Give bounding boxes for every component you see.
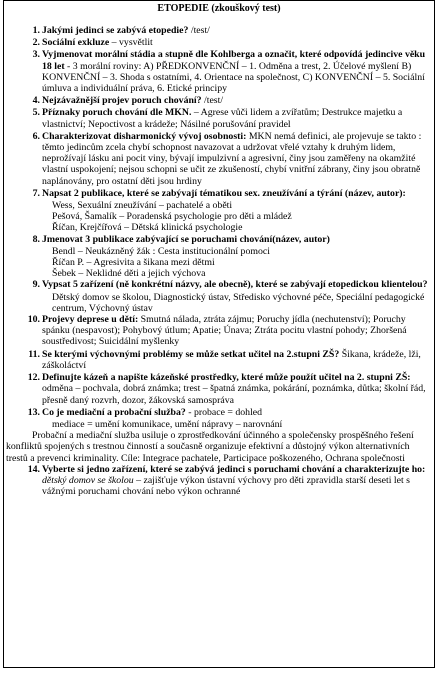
- question-number: 12.: [27, 372, 40, 384]
- question-list: [6, 25, 428, 498]
- answer-text: - probace = dohled: [185, 406, 263, 418]
- question-number: 13.: [27, 406, 40, 418]
- answer-paragraph: Probační a mediační služba usiluje o zprostředkování účinného a společensky prospěšného řešení konfliktů spojených s trestnou činností a současně organizuje efektivní a důstojný výkon alternativních trestů a prevenci kriminality. Cíle: Integrace pachatele, Participace poškozeného, Ochrana společnosti: [6, 430, 414, 464]
- question-text: Vyjmenovat morální stádia a stupně dle Kohlberga a označit, které odpovídá jedincive věku 18 let: [42, 49, 426, 72]
- question-item: [14, 37, 428, 48]
- answer-text: – Agrese vůči lidem a zvířatům; Destrukce majetku a vlastnictví; Nepoctivost a krádeže; Násilné porušování pravidel: [42, 107, 403, 130]
- answer-line: Pešová, Šamalík – Poradenská psychologie pro děti a mládež: [52, 211, 292, 223]
- answer-text: /test/: [201, 95, 224, 107]
- question-text: Napsat 2 publikace, které se zabývají tématikou sex. zneužívání a týrání (název, autor):: [42, 187, 406, 199]
- question-text: Jmenovat 3 publikace zabývající se poruchami chování(název, autor): [42, 233, 330, 245]
- question-number: 1.: [32, 25, 40, 36]
- question-item: [14, 188, 428, 199]
- question-text: Definujte kázeň a napište kázeňské prostředky, které může použít učitel na 2. stupni ZŠ:: [42, 372, 411, 384]
- answer-text: Smutná nálada, ztráta zájmu; Poruchy jídla (nechutenství); Poruchy spánku (nespavost); Pohybový útlum; Apatie; Únava; Ztráta pocitu vlastní pohody; Zhoršená soustředivost; Suicidální myšlenky: [42, 314, 407, 348]
- question-item: [14, 407, 428, 418]
- question-item: [14, 464, 428, 498]
- answer-text: - 3 morální roviny: A) PŘEDKONVENČNÍ – 1. Odměna a trest, 2. Účelové myšlení B) KONVENČNÍ – 3. Shoda s ostatními, 4. Orientace na společnost, C) KONVENČNÍ – 5. Sociální úmluva a individuální práva, 6. Etické principy: [42, 60, 425, 95]
- answer-line: Bendl – Neukázněný žák : Cesta institucionální pomoci: [52, 245, 270, 257]
- question-item: [14, 107, 428, 129]
- question-item: [14, 314, 428, 348]
- question-number: 2.: [32, 37, 40, 49]
- answer-text: Šikana, krádeže, lži, záškoláctví: [42, 348, 421, 371]
- question-number: 7.: [32, 187, 40, 199]
- answer-text: – zajišťuje výkon ústavní výchovy pro děti zpravidla starší deseti let s vážnými poruchami chování nebo výkon ochranné: [42, 474, 410, 498]
- answer-line: Wess, Sexuální zneužívání – pachatelé a oběti: [52, 200, 233, 212]
- question-text: Co je mediační a probační služba?: [42, 406, 186, 418]
- question-text: Vypsat 5 zařízení (ně konkrétní názvy, ale obecně), které se zabývají etopedickou klientelou?: [42, 279, 428, 291]
- question-number: 9.: [32, 279, 40, 291]
- question-text: Se kterými výchovnými problémy se může setkat učitel na 2.stupni ZŠ?: [42, 348, 340, 360]
- question-item: [14, 131, 428, 187]
- question-text: Sociální exkluze: [42, 37, 110, 49]
- question-number: 14.: [27, 463, 40, 475]
- question-text: Projevy deprese u dětí:: [42, 314, 139, 326]
- answer-line: Říčan P. – Agresivita a šikana mezi dětmi: [52, 257, 215, 269]
- question-number: 4.: [32, 95, 40, 107]
- question-item: [14, 372, 428, 406]
- page-border: [3, 0, 435, 668]
- answer-text: Dětský domov se školou, Diagnostický ústav, Středisko výchovné péče, Speciální pedagogické centrum, Výchovný ústav: [52, 291, 425, 314]
- answer-line: Šebek – Neklidné děti a jejich výchova: [52, 268, 206, 280]
- question-number: 3.: [32, 49, 40, 61]
- answer-text: MKN nemá definici, ale projevuje se takto : těmto jedincům zcela chybí schopnost navazovat a udržovat vřelé vztahy k druhým lidem, neprožívají lásku ani pocit viny, bývají impulzivní a agresivní, činy jsou zaměřeny na okamžité vlastní uspokojení; nejsou schopni se učit ze zkušeností, chybí vnitřní zábrany, činy jsou obratně naplánovány, pro ostatní děti jsou hrdiny: [42, 130, 422, 187]
- question-number: 10.: [27, 314, 40, 326]
- question-text: Jakými jedinci se zabývá etopedie?: [42, 25, 189, 36]
- answer-text: /test/: [188, 25, 210, 36]
- question-item: [14, 234, 428, 245]
- answer-line: Říčan, Krejčířová – Dětská klinická psychologie: [52, 222, 243, 234]
- question-item: [14, 95, 428, 106]
- question-text: Nejzávažnější projev poruch chování?: [42, 95, 202, 107]
- answer-italic-text: dětský domov se školou: [42, 474, 134, 486]
- document-title: ETOPEDIE (zkouškový test): [157, 3, 281, 14]
- question-number: 11.: [28, 348, 40, 360]
- question-item: [14, 49, 428, 94]
- question-text: Příznaky poruch chování dle MKN.: [42, 107, 192, 119]
- answer-line: mediace = umění komunikace, umění nápravy – narovnání: [52, 418, 283, 430]
- question-number: 8.: [32, 233, 40, 245]
- question-item: [14, 349, 428, 371]
- question-item: [14, 279, 428, 290]
- question-item: [14, 25, 428, 36]
- question-text: Charakterizovat disharmonický vývoj osobnosti:: [42, 130, 247, 142]
- question-text: Vyberte si jedno zařízení, které se zabývá jedinci s poruchami chování a charakterizujte ho:: [42, 463, 426, 475]
- question-number: 6.: [32, 130, 40, 142]
- answer-text: odměna – pochvala, dobrá známka; trest – špatná známka, pokárání, poznámka, důtka; školní řád, přesně daný rozvrh, dozor, žákovská samospráva: [42, 383, 426, 406]
- question-number: 5.: [32, 107, 40, 119]
- answer-text: – vysvětlit: [109, 37, 153, 49]
